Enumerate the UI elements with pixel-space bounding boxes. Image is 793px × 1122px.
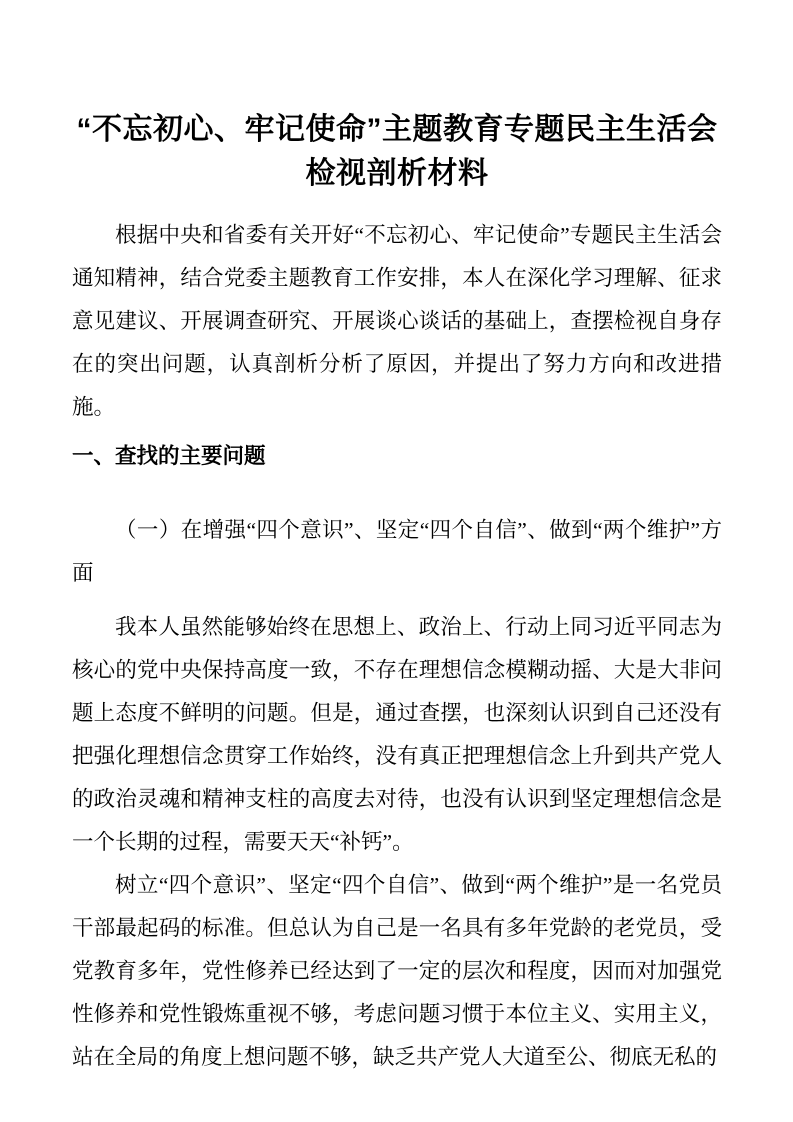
subsection-1-heading: （一）在增强“四个意识”、坚定“四个自信”、做到“两个维护”方面 — [72, 518, 722, 585]
section-1-heading: 一、查找的主要问题 — [72, 444, 266, 468]
body-paragraph: 我本人虽然能够始终在思想上、政治上、行动上同习近平同志为核心的党中央保持高度一致，不存在理想信念模糊动摇、大是大非问题上态度不鲜明的问题。但是，通过查摆，也深刻认识到自己还没有把强化理想信念贯穿工作始终，没有真正把理想信念上升到共产党人的政治灵魂和精神支柱的高度去对待，也没有认识到坚定理想信念是一个长期的过程，需要天天“补钙”。 — [72, 615, 722, 854]
document-title: “不忘初心、牢记使命”主题教育专题民主生活会检视剖析材料 — [76, 113, 718, 190]
intro-paragraph: 根据中央和省委有关开好“不忘初心、牢记使命”专题民主生活会通知精神，结合党委主题教育工作安排，本人在深化学习理解、征求意见建议、开展调查研究、开展谈心谈话的基础上，查摆检视自身存在的突出问题，认真剖析分析了原因，并提出了努力方向和改进措施。 — [72, 223, 722, 419]
body-paragraph: 树立“四个意识”、坚定“四个自信”、做到“两个维护”是一名党员干部最起码的标准。但总认为自己是一名具有多年党龄的老党员，受党教育多年，党性修养已经达到了一定的层次和程度，因而对加强党性修养和党性锻炼重视不够，考虑问题习惯于本位主义、实用主义，站在全局的角度上想问题不够，缺乏共产党人大道至公、彻底无私的 — [72, 873, 722, 1069]
